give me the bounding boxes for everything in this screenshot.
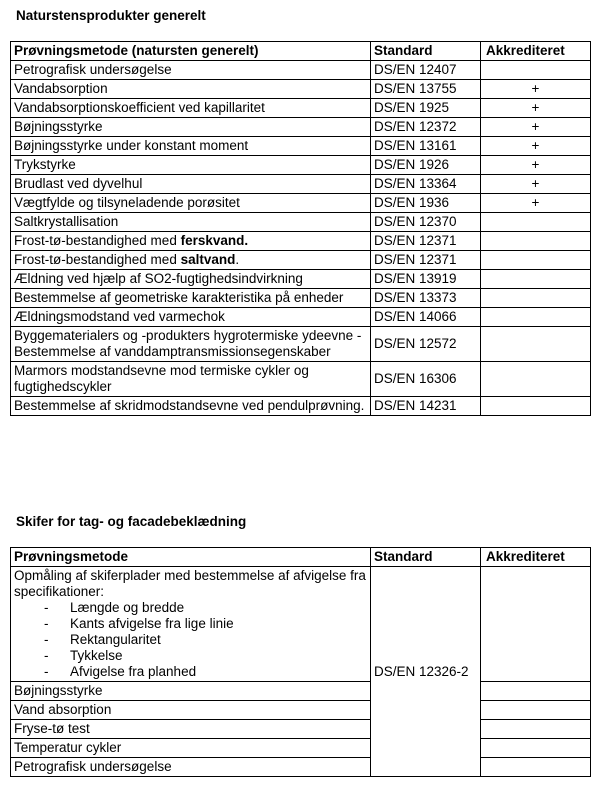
method-cell: Vandabsorption [11,80,371,99]
accredited-cell: + [481,118,591,137]
method-cell: Ældning ved hjælp af SO2-fugtighedsindvirkning [11,270,371,289]
list-item: - Afvigelse fra planhed [44,664,367,680]
accredited-cell: + [481,194,591,213]
accredited-cell: + [481,175,591,194]
accredited-cell [481,270,591,289]
table-row [11,137,591,156]
section-title-skifer: Skifer for tag- og facadebeklædning [16,514,247,529]
method-cell: Temperatur cykler [11,739,371,758]
accredited-cell [481,308,591,327]
accredited-cell [481,701,591,720]
standard-cell: DS/EN 12370 [371,213,481,232]
method-cell: Petrografisk undersøgelse [11,61,371,80]
method-cell: Frost-tø-bestandighed med saltvand. [11,251,371,270]
header-accredited: Akkrediteret [481,42,591,61]
header-standard: Standard [371,42,481,61]
table-row [11,232,591,251]
accredited-cell: + [481,156,591,175]
method-cell: Bøjningsstyrke [11,682,371,701]
standard-cell: DS/EN 13364 [371,175,481,194]
accredited-cell [481,720,591,739]
sub-item-list [14,600,367,680]
standard-cell: DS/EN 14231 [371,397,481,416]
accredited-cell [481,682,591,701]
method-cell: Vægtfylde og tilsyneladende porøsitet [11,194,371,213]
table-row [11,701,591,720]
accredited-cell [481,362,591,397]
standard-cell: DS/EN 1925 [371,99,481,118]
method-cell: Trykstyrke [11,156,371,175]
accredited-cell [481,327,591,362]
accredited-cell [481,567,591,682]
table-row [11,194,591,213]
table-row [11,213,591,232]
accredited-cell: + [481,80,591,99]
table-row [11,270,591,289]
method-cell: Bestemmelse af skridmodstandsevne ved pendulprøvning. [11,397,371,416]
table-row [11,80,591,99]
table-row [11,118,591,137]
standard-cell: DS/EN 12371 [371,251,481,270]
method-intro: Opmåling af skiferplader med bestemmelse af afvigelse fra specifikationer: [14,568,366,599]
table-row [11,156,591,175]
accredited-cell [481,232,591,251]
table-row [11,758,591,777]
header-method: Prøvningsmetode (natursten generelt) [11,42,371,61]
list-item: - Tykkelse [44,648,367,664]
accredited-cell [481,61,591,80]
method-cell: Petrografisk undersøgelse [11,758,371,777]
table-row [11,327,591,362]
list-item: - Rektangularitet [44,632,367,648]
standard-cell: DS/EN 13755 [371,80,481,99]
accredited-cell [481,251,591,270]
table-header-row [11,42,591,61]
list-item: - Kants afvigelse fra lige linie [44,616,367,632]
accredited-cell: + [481,137,591,156]
standard-cell: DS/EN 1926 [371,156,481,175]
skifer-table [10,547,591,777]
standard-cell: DS/EN 12371 [371,232,481,251]
method-cell: Brudlast ved dyvelhul [11,175,371,194]
table-row [11,61,591,80]
header-method: Prøvningsmetode [11,548,371,567]
method-cell [11,567,371,682]
method-cell: Vand absorption [11,701,371,720]
table-row [11,308,591,327]
accredited-cell: + [481,99,591,118]
standard-cell: DS/EN 12326-2 [371,567,481,777]
method-cell: Bestemmelse af geometriske karakteristika på enheder [11,289,371,308]
table-row [11,397,591,416]
header-standard: Standard [371,548,481,567]
method-cell: Bøjningsstyrke [11,118,371,137]
method-cell: Byggematerialers og -produkters hygrotermiske ydeevne - Bestemmelse af vanddamptransmissionsegenskaber [11,327,371,362]
accredited-cell [481,213,591,232]
table-row [11,682,591,701]
table-row [11,720,591,739]
standard-cell: DS/EN 13161 [371,137,481,156]
table-row [11,175,591,194]
method-cell: Fryse-tø test [11,720,371,739]
standard-cell: DS/EN 12372 [371,118,481,137]
standard-cell: DS/EN 13373 [371,289,481,308]
standard-cell: DS/EN 13919 [371,270,481,289]
header-accredited: Akkrediteret [481,548,591,567]
method-cell: Vandabsorptionskoefficient ved kapillaritet [11,99,371,118]
natursten-table [10,41,591,416]
method-cell: Saltkrystallisation [11,213,371,232]
standard-cell: DS/EN 14066 [371,308,481,327]
table-row [11,289,591,308]
standard-cell: DS/EN 1936 [371,194,481,213]
method-cell: Ældningsmodstand ved varmechok [11,308,371,327]
table-row [11,251,591,270]
table-row [11,739,591,758]
accredited-cell [481,289,591,308]
table-row [11,567,591,682]
method-cell: Bøjningsstyrke under konstant moment [11,137,371,156]
standard-cell: DS/EN 12407 [371,61,481,80]
list-item: - Længde og bredde [44,600,367,616]
table-row [11,99,591,118]
standard-cell: DS/EN 16306 [371,362,481,397]
method-cell: Marmors modstandsevne mod termiske cykler og fugtighedscykler [11,362,371,397]
accredited-cell [481,397,591,416]
table-row [11,362,591,397]
accredited-cell [481,739,591,758]
accredited-cell [481,758,591,777]
table-header-row [11,548,591,567]
section-title-natursten: Naturstensprodukter generelt [16,8,206,23]
standard-cell: DS/EN 12572 [371,327,481,362]
method-cell: Frost-tø-bestandighed med ferskvand. [11,232,371,251]
